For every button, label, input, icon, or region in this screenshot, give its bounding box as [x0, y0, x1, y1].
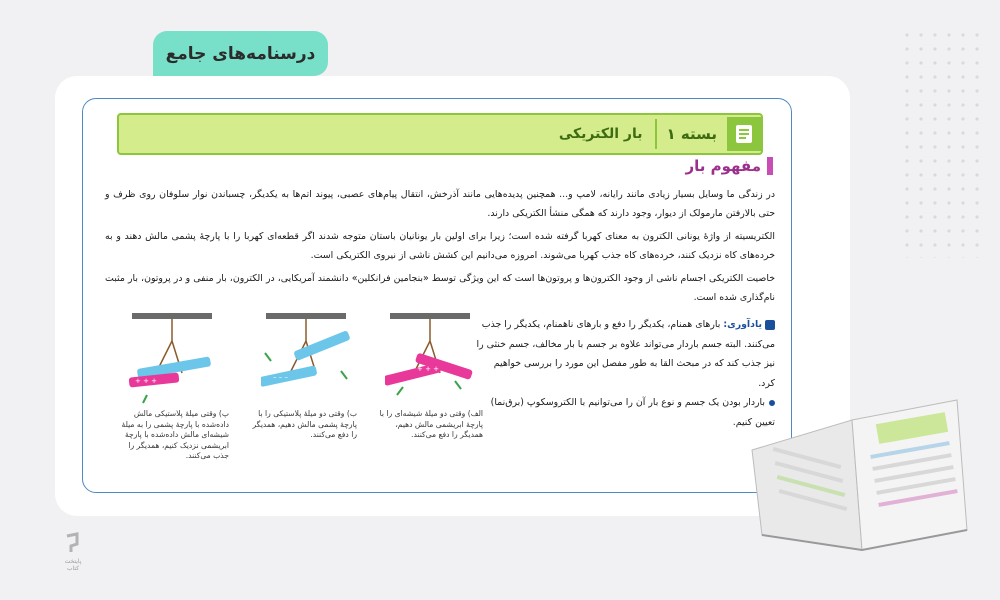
dot-pattern: [900, 28, 980, 258]
book-page: [82, 98, 792, 493]
svg-text:+ + +: + + +: [135, 377, 158, 385]
section-heading: [685, 157, 773, 175]
figure-glass-rods: [385, 311, 475, 421]
notebook-icon: [727, 117, 761, 151]
bell-icon: [765, 320, 775, 330]
publisher-logo: [58, 532, 88, 572]
caption-be: ب) وقتی دو میلهٔ پلاستیکی را با پارچهٔ پشمی مالش دهیم، همدیگر را دفع می‌کنند.: [252, 409, 357, 439]
svg-text:+ + +: + + +: [417, 365, 440, 373]
lesson-title: بار الکتریکی: [558, 126, 643, 142]
lesson-header: [117, 113, 763, 155]
caption-pe: پ) وقتی میلهٔ پلاستیکی مالش داده‌شده با پارچهٔ پشمی را به میلهٔ شیشه‌ای مالش داده‌شده با پارچهٔ ابریشمی نزدیک کنیم، همدیگر را جذب می‌کنند.: [121, 409, 229, 460]
paragraph-2: الکتریسیته از واژهٔ یونانی الکترون به معنای کهربا گرفته شده است؛ زیرا برای اولین بار یونانیان باستان متوجه شدند اگر قطعه‌ای کهربا را با پارچهٔ پشمی مالش دهند و به خرده‌های کاه نزدیک کنند، خرده‌های کاه جذب کهربا می‌شوند. امروزه می‌دانیم این کشش ناشی از نیروی الکتریکی است.: [105, 231, 775, 261]
open-book-image: [742, 360, 972, 560]
svg-text:– – –: – – –: [273, 373, 288, 381]
publisher-logo-icon: [63, 532, 83, 554]
figure-attracting-rods: [127, 311, 217, 421]
paragraph-3: خاصیت الکتریکی اجسام ناشی از وجود الکترون‌ها و پروتون‌ها است که این ویژگی توسط «بنجامین فرانکلین» دانشمند آمریکایی، در الکترون، بار منفی و در پروتون، بار مثبت نام‌گذاری شده است.: [105, 273, 775, 303]
caption-alef: الف) وقتی دو میلهٔ شیشه‌ای را با پارچهٔ ابریشمی مالش دهیم، همدیگر را دفع می‌کنند.: [379, 409, 483, 439]
reminder-text-2: باردار بودن یک جسم و نوع بار آن را می‌توانیم با الکتروسکوپ (برق‌نما) تعیین کنیم.: [490, 397, 775, 428]
section-title: مفهوم بار: [685, 157, 761, 175]
paragraph-1: در زندگی ما وسایل بسیار زیادی مانند رایانه، لامپ و... همچنین پدیده‌هایی مانند آذرخش، انتقال پیام‌های عصبی، پیوند اتم‌ها به یکدیگر، چسباندن نوار سلوفان روی ظرف و حتی بالارفتن مارمولک از دیوار، وجود دارند که همگی منشأ الکتریکی دارند.: [105, 189, 775, 219]
reminder-note: [475, 315, 775, 432]
pack-label: بسته ۱: [666, 125, 717, 143]
reminder-text-1: بارهای همنام، یکدیگر را دفع و بارهای ناهمنام، یکدیگر را جذب می‌کنند. البته جسم باردار می‌تواند علاوه بر جسم با بار مخالف، جسم خنثی را نیز جذب کند که در مبحث القا به طور مفصل این مورد را بررسی خواهیم کرد.: [476, 319, 775, 389]
figure-plastic-rods: [261, 311, 351, 421]
section-marker: [767, 157, 773, 175]
publisher-name: پایتخت کتاب: [64, 558, 82, 572]
section-badge: درسنامه‌های جامع: [153, 31, 328, 76]
reminder-label: یادآوری:: [723, 319, 762, 330]
